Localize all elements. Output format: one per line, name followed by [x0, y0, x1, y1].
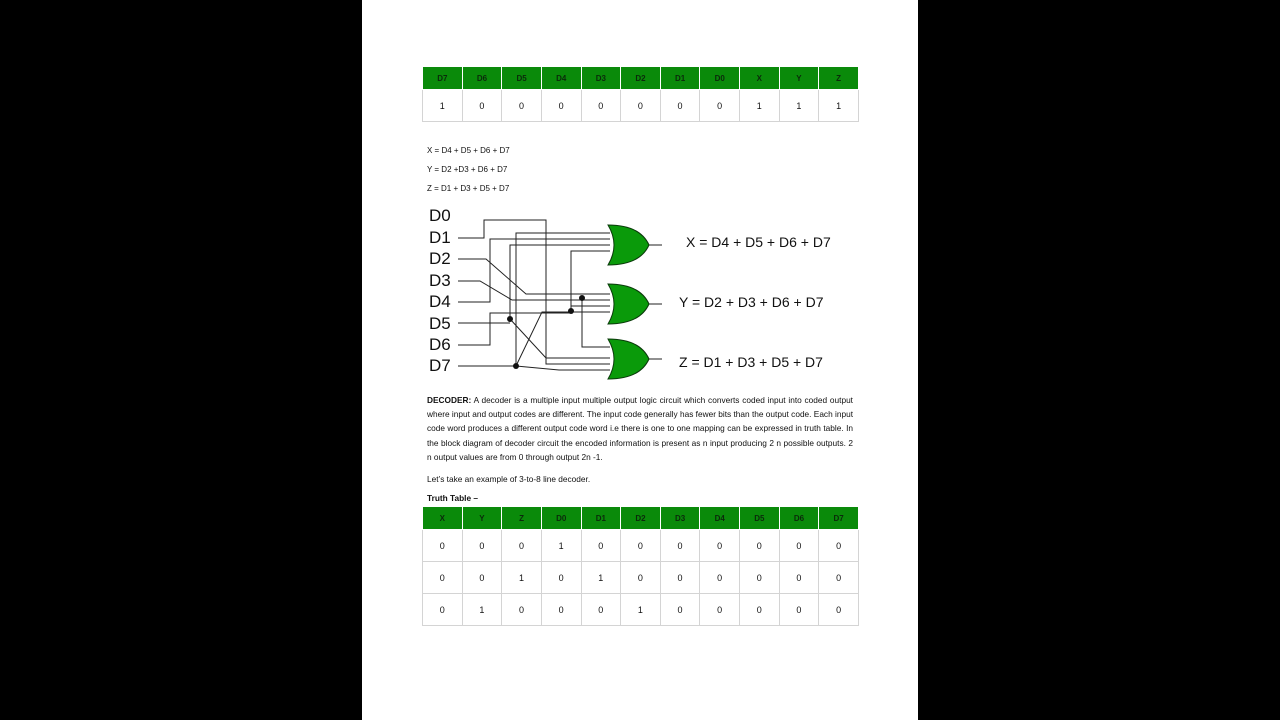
table-cell: 1 [462, 594, 502, 626]
table-cell: 1 [740, 90, 780, 122]
table-cell: 0 [779, 530, 819, 562]
input-label-d4: D4 [429, 292, 451, 311]
table-cell: 0 [700, 530, 740, 562]
equation-y: Y = D2 +D3 + D6 + D7 [427, 165, 508, 174]
header-cell: Y [462, 507, 502, 530]
table-cell: 0 [462, 530, 502, 562]
output-equation-y: Y = D2 + D3 + D6 + D7 [679, 294, 824, 310]
table-cell: 0 [541, 562, 581, 594]
table-cell: 0 [779, 594, 819, 626]
decoder-paragraph [427, 393, 853, 464]
table-cell: 0 [779, 562, 819, 594]
table-cell: 0 [581, 530, 621, 562]
table-cell: 1 [819, 90, 859, 122]
input-label-d2: D2 [429, 249, 451, 268]
table-row [423, 562, 859, 594]
header-cell: X [740, 67, 780, 90]
header-cell: D2 [621, 67, 661, 90]
table-cell: 0 [581, 90, 621, 122]
table-cell: 1 [423, 90, 463, 122]
input-label-d6: D6 [429, 335, 451, 354]
table-cell: 0 [502, 90, 542, 122]
header-cell: Y [779, 67, 819, 90]
table-cell: 0 [740, 562, 780, 594]
table-cell: 0 [660, 562, 700, 594]
table-cell: 1 [541, 530, 581, 562]
table-cell: 0 [502, 530, 542, 562]
table-cell: 0 [740, 530, 780, 562]
header-cell: X [423, 507, 463, 530]
header-cell: D5 [740, 507, 780, 530]
header-cell: Z [819, 67, 859, 90]
input-label-d3: D3 [429, 271, 451, 290]
header-cell: D0 [541, 507, 581, 530]
table-cell: 0 [819, 562, 859, 594]
table-cell: 0 [740, 594, 780, 626]
table-cell: 0 [423, 562, 463, 594]
header-cell: D2 [621, 507, 661, 530]
header-cell: D5 [502, 67, 542, 90]
or-gate-x [608, 225, 649, 265]
header-cell: D1 [581, 507, 621, 530]
decoder-description: A decoder is a multiple input multiple output logic circuit which converts coded input into coded output where input and output codes are different. The input code generally has fewer bits than the output code. Each input code word produces a different output code word i.e there is one to one mapping can be expressed in truth table. In the block diagram of decoder circuit the encoded information is present as n input producing 2 n possible outputs. 2 n output values are from 0 through output 2n -1. [427, 395, 853, 462]
header-cell: D0 [700, 67, 740, 90]
document-page [362, 0, 918, 720]
header-cell: D7 [423, 67, 463, 90]
table-cell: 0 [462, 562, 502, 594]
table-cell: 1 [581, 562, 621, 594]
output-equation-z: Z = D1 + D3 + D5 + D7 [679, 354, 823, 370]
table-cell: 0 [700, 90, 740, 122]
table-row [423, 530, 859, 562]
header-cell: D6 [462, 67, 502, 90]
equation-x: X = D4 + D5 + D6 + D7 [427, 146, 510, 155]
table-cell: 1 [779, 90, 819, 122]
table-cell: 0 [621, 530, 661, 562]
equation-z: Z = D1 + D3 + D5 + D7 [427, 184, 510, 193]
table-cell: 0 [462, 90, 502, 122]
header-cell: Z [502, 507, 542, 530]
input-label-d7: D7 [429, 356, 451, 375]
header-cell: D3 [660, 507, 700, 530]
table-cell: 0 [700, 562, 740, 594]
header-cell: D4 [700, 507, 740, 530]
table-cell: 0 [819, 594, 859, 626]
header-cell: D1 [660, 67, 700, 90]
header-cell: D3 [581, 67, 621, 90]
truth-table-label: Truth Table – [427, 493, 479, 503]
table-cell: 0 [581, 594, 621, 626]
header-cell: D6 [779, 507, 819, 530]
or-gate-z [608, 339, 649, 379]
table-header-row [423, 507, 859, 530]
input-label-d1: D1 [429, 228, 451, 247]
example-text: Let’s take an example of 3-to-8 line decoder. [427, 474, 591, 484]
table-row [423, 594, 859, 626]
table-cell: 0 [502, 594, 542, 626]
output-equation-x: X = D4 + D5 + D6 + D7 [686, 234, 831, 250]
table-cell: 0 [700, 594, 740, 626]
table-cell: 0 [621, 90, 661, 122]
input-label-d5: D5 [429, 314, 451, 333]
table-cell: 0 [621, 562, 661, 594]
decoder-term: DECODER: [427, 395, 472, 405]
table-cell: 0 [819, 530, 859, 562]
input-label-d0: D0 [429, 206, 451, 225]
header-cell: D7 [819, 507, 859, 530]
table-cell: 0 [541, 90, 581, 122]
header-cell: D4 [541, 67, 581, 90]
encoder-circuit-diagram [362, 0, 918, 390]
table-cell: 0 [660, 594, 700, 626]
table-cell: 1 [502, 562, 542, 594]
table-cell: 1 [621, 594, 661, 626]
table-cell: 0 [423, 530, 463, 562]
table-cell: 0 [660, 530, 700, 562]
table-cell: 0 [541, 594, 581, 626]
decoder-truth-table [422, 506, 859, 626]
or-gate-y [608, 284, 649, 324]
table-cell: 0 [660, 90, 700, 122]
table-cell: 0 [423, 594, 463, 626]
